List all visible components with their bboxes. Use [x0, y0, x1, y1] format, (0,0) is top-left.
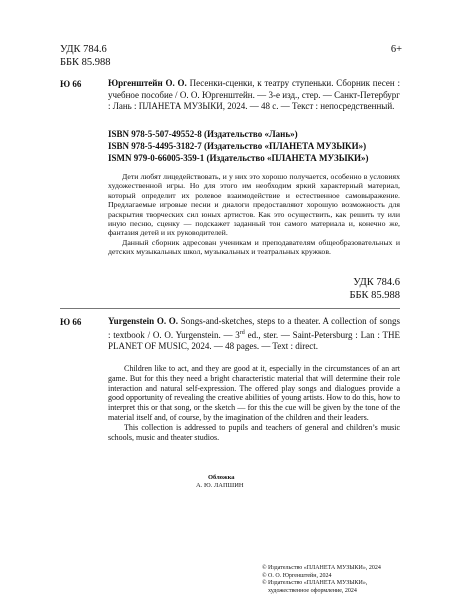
en-annotation-paragraph: This collection is addressed to pupils and teachers of general and children’s music schools, music and theater studios. — [108, 422, 400, 442]
en-entry-record — [108, 316, 400, 353]
en-annotation — [108, 364, 400, 442]
copyright-line: художественное оформление, 2024 — [268, 587, 357, 594]
en-annotation-paragraph: Children like to act, and they are good at it, especially in the circumstances of an art game. But for this they need a bright characteristic material that will determine their role interaction and natural self-expression. The offered play songs and dialogues provide a good opportunity of revealing the creative abilities of young artists. How to do this, how to interpret this or that song, or the sketch — for this the cue will be given by the tone of the material itself and, of course, by the imagination of the children and their leaders. — [108, 364, 400, 422]
udk-code: УДК 784.6 — [60, 44, 107, 55]
copyright-block — [262, 565, 412, 595]
ru-bbk-code: ББК 85.988 — [349, 290, 400, 301]
en-entry-superscript: rd — [239, 329, 245, 336]
ru-annotation-paragraph: Дети любят лицедействовать, и у них это хорошо получается, особенно в условиях художественной игры. Но для этого им необходим яркий характерный материал, который определит их ролевое взаимодействие и естественное самовыражение. Предлагаемые игровые песни и диалоги предоставляют хорошую возможность для раскрытия творческих сил юных артистов. Как это осуществить, как решить ту или иную песню, сценку — подскажет заданный тон самого материала и, конечно же, фантазия детей и их руководителей. — [108, 172, 400, 238]
ru-entry-record — [108, 78, 400, 113]
copyright-line: © Издательство «ПЛАНЕТА МУЗЫКИ», — [262, 580, 368, 586]
ru-annotation — [108, 172, 400, 257]
isbn-line: ISMN 979-0-66005-359-1 (Издательство «ПЛАНЕТА МУЗЫКИ») — [108, 153, 369, 163]
ru-annotation-paragraph: Данный сборник адресован ученикам и преподавателям общеобразовательных и детских музыкальных школ, музыкальных и театральных кружков. — [108, 237, 400, 257]
copyright-line: © О. О. Юргенштейн, 2024 — [262, 572, 332, 579]
en-entry-author: Yurgenstein O. O. — [108, 316, 179, 326]
ru-entry-author: Юргенштейн О. О. — [108, 78, 187, 88]
section-divider — [60, 308, 400, 309]
ru-udk-code: УДК 784.6 — [353, 277, 400, 288]
copyright-line: © Издательство «ПЛАНЕТА МУЗЫКИ», 2024 — [262, 565, 381, 571]
cover-designer: А. Ю. ЛАПШИН — [196, 482, 244, 489]
bbk-code: ББК 85.988 — [60, 57, 111, 68]
ru-entry-description: Песенки-сценки, к театру ступеньки. Сборник песен : учебное пособие / О. О. Юргенштейн. — 3-е изд., стер. — Санкт-Петербург : Лань : ПЛАНЕТА МУЗЫКИ, 2024. — 48 с. — Текст : непосредственный. — [108, 78, 401, 111]
ru-entry-code: Ю 66 — [60, 79, 82, 89]
isbn-list — [108, 128, 400, 164]
en-entry-description: Songs-and-sketches, steps to a theater. A collection of songs : textbook / O. O. Yurgenstein. — 3 — [108, 316, 400, 340]
isbn-line: ISBN 978-5-4495-3182-7 (Издательство «ПЛАНЕТА МУЗЫКИ») — [108, 141, 367, 151]
en-entry-code: Ю 66 — [60, 317, 82, 327]
en-entry-description-cont: ed., ster. — Saint-Petersburg : Lan : THE PLANET OF MUSIC, 2024. — 48 pages. — Text : direct. — [108, 329, 400, 351]
cover-label: Обложка — [208, 474, 235, 481]
age-rating: 6+ — [390, 44, 402, 55]
isbn-line: ISBN 978-5-507-49552-8 (Издательство «Лань») — [108, 129, 298, 139]
